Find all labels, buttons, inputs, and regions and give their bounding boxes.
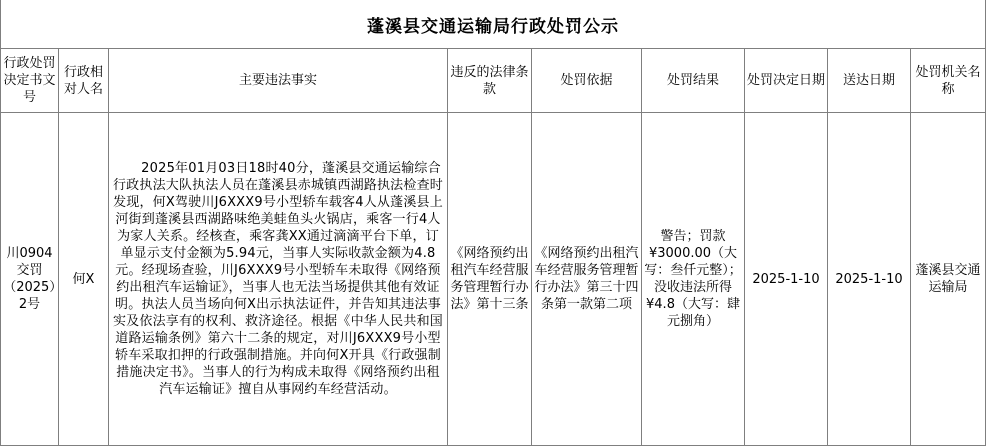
table-header-row — [1, 49, 986, 113]
header-facts: 主要违法事实 — [109, 49, 448, 113]
penalty-table — [0, 48, 986, 446]
delivery-date-cell: 2025-1-10 — [828, 113, 911, 446]
header-authority: 处罚机关名称 — [911, 49, 986, 113]
doc-no-cell: 川0904交罚（2025）2号 — [1, 113, 59, 446]
header-delivery-date: 送达日期 — [828, 49, 911, 113]
page-title: 蓬溪县交通运输局行政处罚公示 — [0, 0, 986, 48]
penalty-result-cell: 警告；罚款¥3000.00（大写：叁仟元整）；没收违法所得¥4.8（大写：肆元捌角） — [642, 113, 745, 446]
header-party: 行政相对人名 — [59, 49, 109, 113]
header-decision-date: 处罚决定日期 — [745, 49, 828, 113]
violated-clause-cell: 《网络预约出租汽车经营服务管理暂行办法》第十三条 — [448, 113, 532, 446]
header-penalty-basis: 处罚依据 — [532, 49, 642, 113]
authority-cell: 蓬溪县交通运输局 — [911, 113, 986, 446]
table-row — [1, 113, 986, 446]
decision-date-cell: 2025-1-10 — [745, 113, 828, 446]
facts-text: 2025年01月03日18时40分，蓬溪县交通运输综合行政执法大队执法人员在蓬溪县赤城镇西湖路执法检查时发现，何X驾驶川J6XXX9号小型轿车载客4人从蓬溪县上河街到蓬溪县西湖路味绝美蛙鱼头火锅店，乘客一行4人为家人关系。经核查，乘客龚XX通过滴滴平台下单，订单显示支付金额为5.94元，当事人实际收款金额为4.8元。经现场查验，川J6XXX9号小型轿车未取得《网络预约出租汽车运输证》，当事人也无法当场提供其他有效证明。执法人员当场向何X出示执法证件，并告知其违法事实及依法享有的权利、救济途径。根据《中华人民共和国道路运输条例》第六十二条的规定，对川J6XXX9号小型轿车采取扣押的行政强制措施。并向何X开具《行政强制措施决定书》。当事人的行为构成未取得《网络预约出租汽车运输证》擅自从事网约车经营活动。 — [112, 161, 443, 397]
party-cell: 何X — [59, 113, 109, 446]
header-doc-no: 行政处罚决定书文号 — [1, 49, 59, 113]
facts-cell — [109, 113, 448, 446]
penalty-basis-cell: 《网络预约出租汽车经营服务管理暂行办法》第三十四条第一款第二项 — [532, 113, 642, 446]
header-penalty-result: 处罚结果 — [642, 49, 745, 113]
header-violated-clause: 违反的法律条款 — [448, 49, 532, 113]
